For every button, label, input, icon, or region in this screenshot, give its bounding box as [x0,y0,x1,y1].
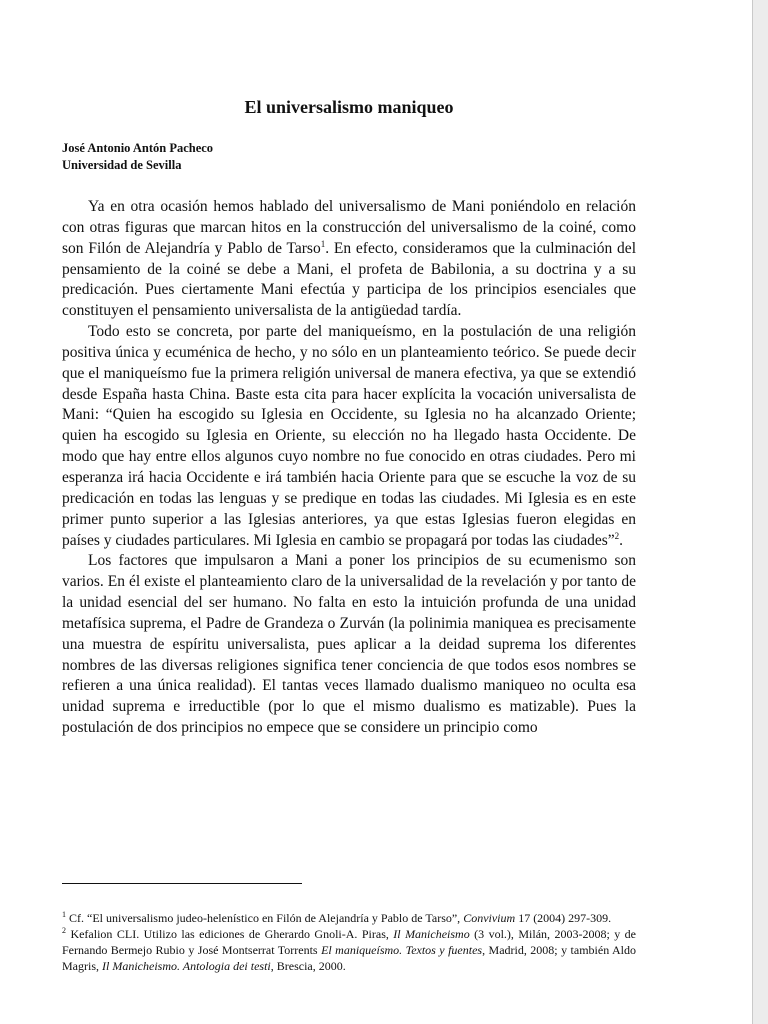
article-title: El universalismo maniqueo [244,97,454,117]
footnote-2-title-1: Il Manicheismo [393,927,470,941]
footnote-ref-1[interactable]: 1 [320,238,326,249]
footnote-1-text-b: 17 (2004) 297-309. [515,911,612,925]
paragraph-2 [62,322,636,551]
article-body [62,197,636,739]
footnote-ref-2[interactable]: 2 [614,530,620,541]
paragraph-1 [62,197,636,322]
footnote-2-text-b: (3 vol.), Milán, 2003-2008; y de Fernando Bermejo Rubio y José Montserrat Torrents [62,927,636,957]
footnote-1 [62,910,636,926]
paragraph-1-text-b: . En efecto, consideramos que la culminación del pensamiento de la coiné se debe a Mani, el profeta de Babilonia, a su doctrina y a su predicación. Pues ciertamente Mani efectúa y participa de los principios esenciales que constituyen el pensamiento universalista de la antigüedad tardía. [62,239,636,320]
paragraph-1-text-a: Ya en otra ocasión hemos hablado del universalismo de Mani poniéndolo en relación con otras figuras que marcan hitos en la construcción del universalismo de la coiné, como son Filón de Alejandría y Pablo de Tarso [62,198,636,257]
paragraph-2-text-a: Todo esto se concreta, por parte del maniqueísmo, en la postulación de una religión positiva única y ecuménica de hecho, y no sólo en un planteamiento teórico. Se puede decir que el maniqueísmo fue la primera religión universal de manera efectiva, ya que se extendió desde España hasta China. Baste esta cita para hacer explícita la vocación universalista de Mani: “Quien ha escogido su Iglesia en Occidente, su Iglesia no ha alcanzado Oriente; quien ha escogido su Iglesia en Oriente, su elección no ha llegado hasta Occidente. De modo que hay entre ellos algunos cuyo nombre no fue conocido en otras ciudades. Pero mi esperanza irá hacia Occidente e irá también hacia Oriente para que se escuche la voz de su predicación en todas las lenguas y se predique en todas las ciudades. Mi Iglesia es en este primer punto superior a las Iglesias anteriores, ya que estas Iglesias fueron elegidas en países y ciudades particulares. Mi Iglesia en cambio se propagará por todas las ciudades” [62,323,636,549]
paragraph-3: Los factores que impulsaron a Mani a poner los principios de su ecumenismo son varios. En él existe el planteamiento claro de la universalidad de la revelación y por tanto de la unidad esencial del ser humano. No falta en esto la intuición profunda de una unidad metafísica suprema, el Padre de Grandeza o Zurván (la polinimia maniquea es precisamente una muestra de espíritu universalista, pues aplicar a la deidad suprema los diferentes nombres de las diversas religiones significa tener conciencia de que todos esos nombres se refieren a una única realidad). El tantas veces llamado dualismo maniqueo no oculta esa unidad suprema e irreductible (por lo que el mismo dualismo es matizable). Pues la postulación de dos principios no empece que se considere un principio como [62,552,636,737]
footnote-2-text-c: , Madrid, 2008; y también Aldo Magris, [62,943,636,973]
footnote-2-text-a: Kefalion CLI. Utilizo las ediciones de Gherardo Gnoli-A. Piras, [70,927,394,941]
footnote-1-journal: Convivium [463,911,516,925]
paragraph-2-text-b: . [619,531,624,549]
author-name: José Antonio Antón Pacheco [62,141,214,155]
author-affiliation: Universidad de Sevilla [62,158,182,172]
footnote-2-number: 2 [62,926,66,935]
author-block [62,140,213,174]
footnote-1-text-a: Cf. “El universalismo judeo-helenístico en Filón de Alejandría y Pablo de Tarso”, [69,911,464,925]
footnote-1-number: 1 [62,910,66,919]
page-edge [752,0,768,1024]
footnotes [62,910,636,974]
footnote-2-title-3: Il Manicheismo. Antologia dei testi [102,959,271,973]
footnote-2-text-d: , Brescia, 2000. [270,959,346,973]
footnote-2-title-2: El maniqueísmo. Textos y fuentes [321,943,483,957]
footnote-2 [62,926,636,974]
footnote-divider [62,883,302,884]
